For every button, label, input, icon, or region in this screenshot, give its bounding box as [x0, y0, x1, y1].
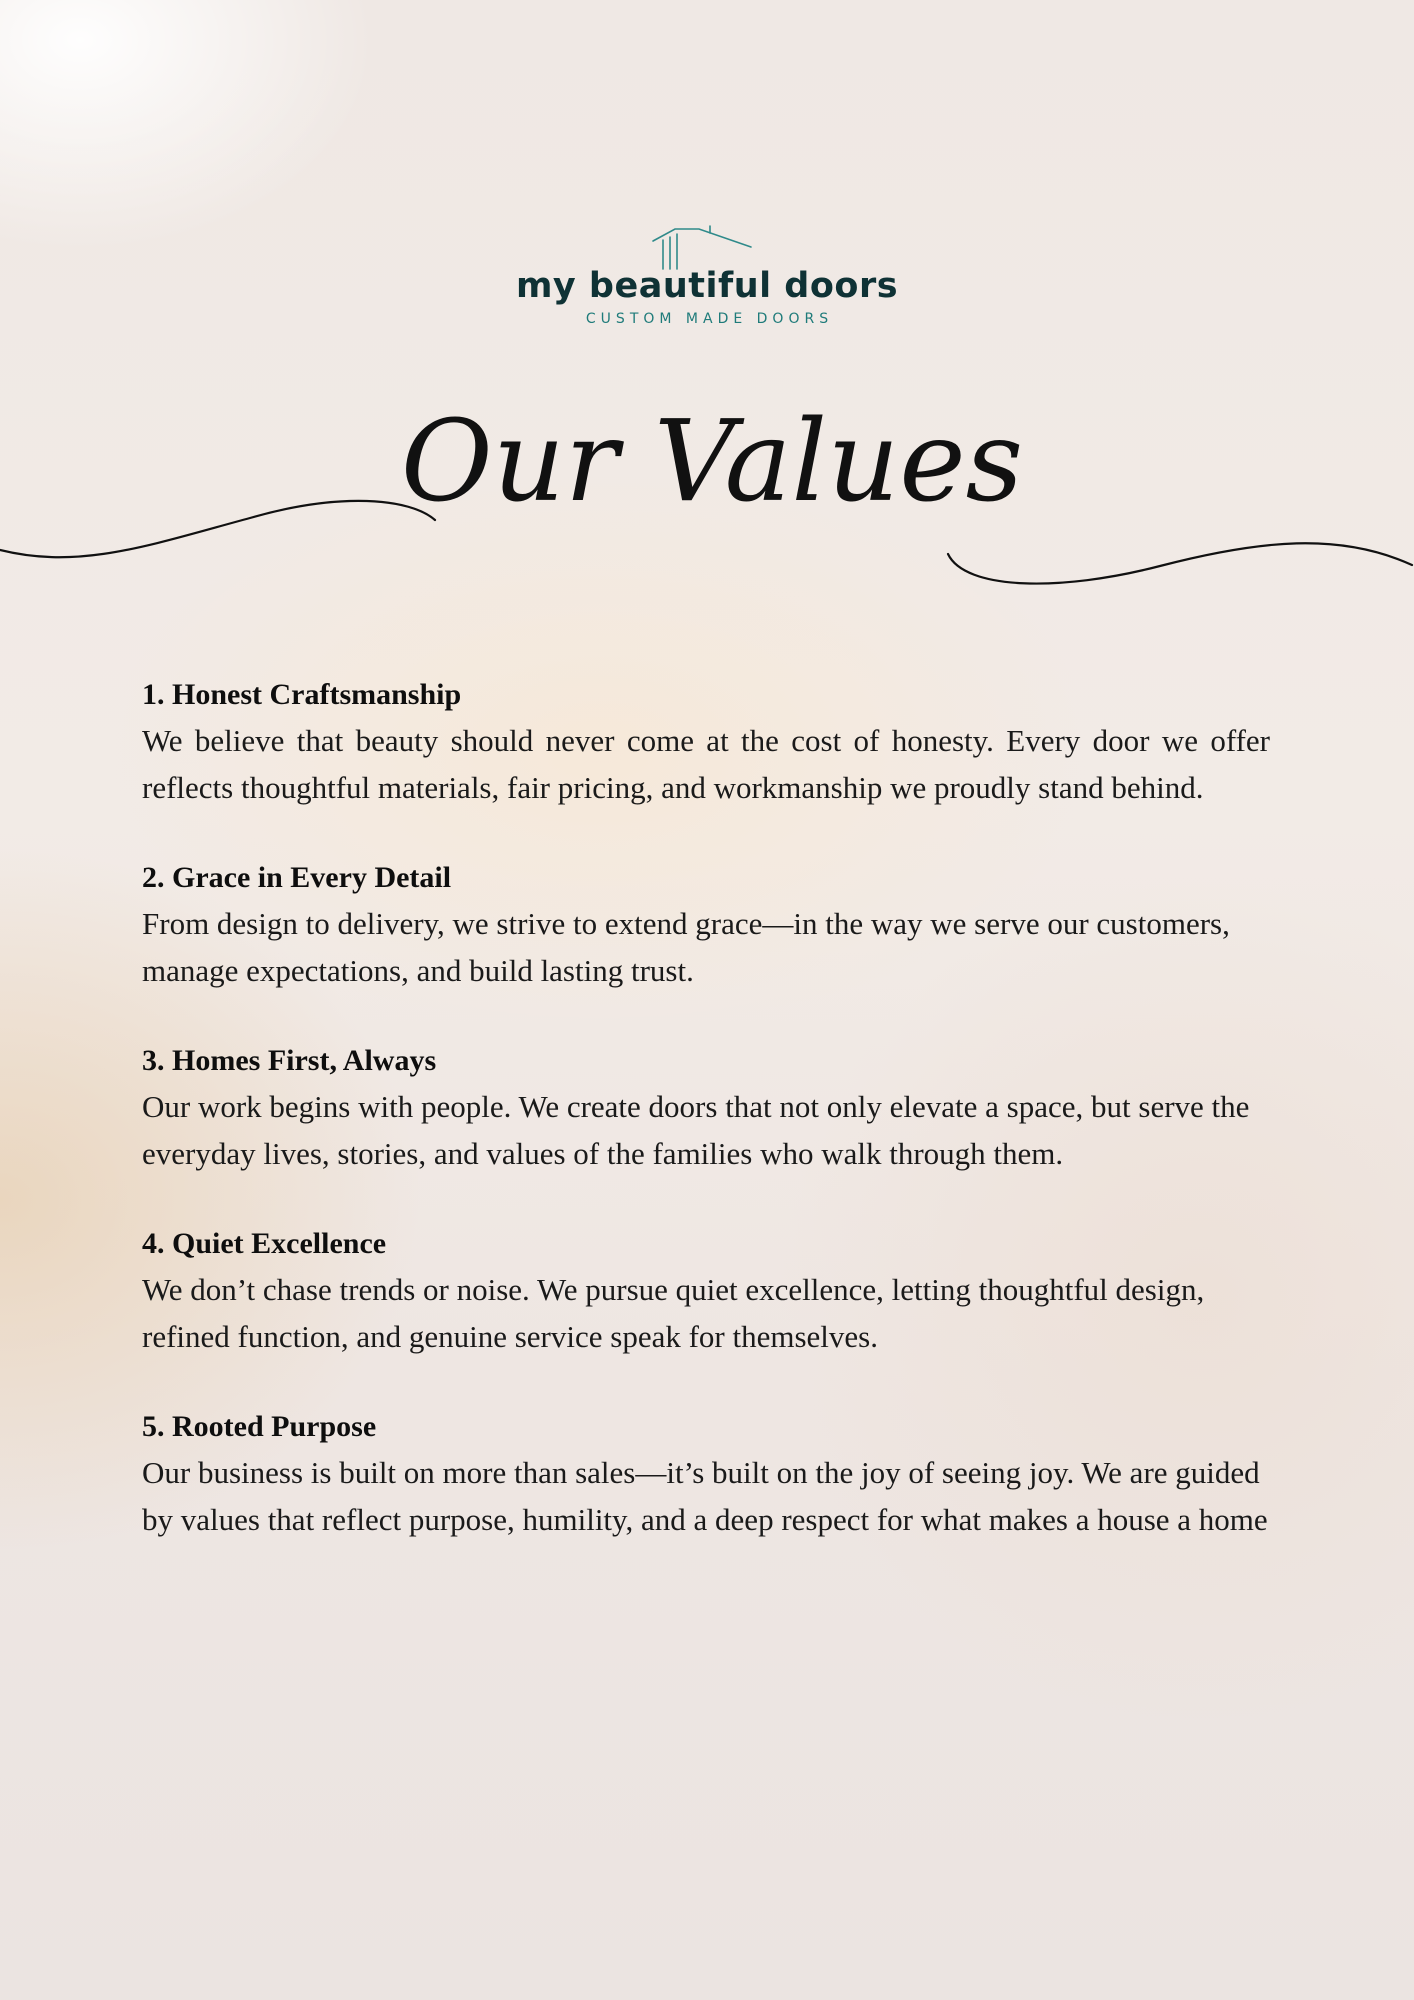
values-list — [142, 672, 1270, 1587]
brand-tagline: CUSTOM MADE DOORS — [585, 310, 834, 327]
brand-logo — [500, 225, 914, 327]
value-body: We don’t chase trends or noise. We pursue quiet excellence, letting thoughtful design, refined function, and genuine service speak for themselves. — [142, 1272, 1205, 1354]
value-item — [142, 855, 1270, 994]
value-heading: 5. Rooted Purpose — [142, 1410, 377, 1443]
value-heading: 3. Homes First, Always — [142, 1044, 437, 1077]
value-item — [142, 1221, 1270, 1360]
brand-name: my beautiful doors — [515, 266, 899, 306]
value-heading: 1. Honest Craftsmanship — [142, 678, 462, 711]
value-item — [142, 1038, 1270, 1177]
value-item — [142, 1404, 1270, 1543]
value-body: Our work begins with people. We create doors that not only elevate a space, but serve the everyday lives, stories, and values of the families who walk through them. — [142, 1089, 1250, 1171]
value-heading: 4. Quiet Excellence — [142, 1227, 387, 1260]
value-body: Our business is built on more than sales—it’s built on the joy of seeing joy. We are guided by values that reflect purpose, humility, and a deep respect for what makes a house a home — [142, 1455, 1268, 1537]
title-flourish — [0, 370, 1414, 610]
value-body: From design to delivery, we strive to extend grace—in the way we serve our customers, manage expectations, and build lasting trust. — [142, 906, 1230, 988]
value-item — [142, 672, 1270, 811]
value-body: We believe that beauty should never come at the cost of honesty. Every door we offer reflects thoughtful materials, fair pricing, and workmanship we proudly stand behind. — [142, 723, 1270, 805]
value-heading: 2. Grace in Every Detail — [142, 861, 452, 894]
page-title: Our Values — [400, 397, 1024, 527]
title-section — [0, 370, 1414, 610]
